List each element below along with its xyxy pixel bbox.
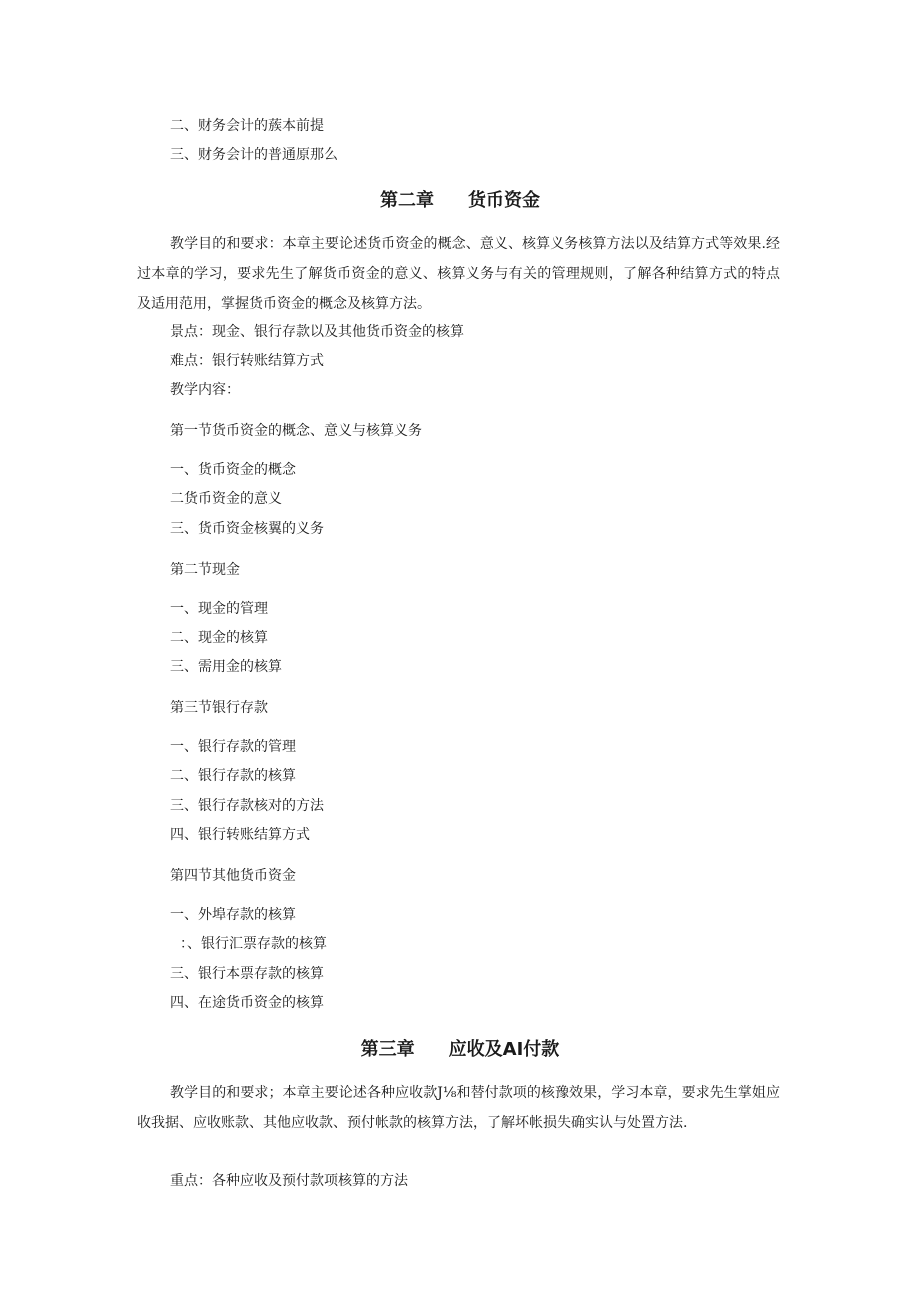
list-item: 二、现金的核算 — [170, 630, 268, 646]
list-item: 一、货币资金的概念 — [170, 462, 296, 478]
list-item: 一、现金的管理 — [170, 601, 268, 617]
objectives-paragraph: 教学目的和要求：本章主要论述货币资金的概念、意义、核算义务核算方法以及结算方式等效果.经过本章的学习，要求先生了解货币资金的意义、核算义务与有关的管理规则，了解各种结算方式的特点及适用范用，掌握货币资金的概念及核算方法。 — [137, 236, 780, 312]
list-item: 一、银行存款的管理 — [170, 739, 296, 755]
list-item: 三、银行存款核对的方法 — [170, 798, 324, 814]
content-label: 教学内容： — [170, 382, 240, 398]
chapter-number: 第三章 — [360, 1039, 415, 1060]
list-item: 三、货币资金核翼的义务 — [170, 521, 324, 537]
objectives-paragraph: 教学目的和要求；本章主要论述各种应收款J⅛和替付款项的核豫效果，学习本章，要求先生掌姐应收我据、应收账款、其他应收款、预付帐款的核算方法，了解坏帐损失确实认与处置方法. — [137, 1085, 780, 1131]
list-item: ：、银行汇票存款的核算 — [180, 936, 327, 952]
key-points: 重点：各种应收及预付款项核算的方法 — [170, 1173, 408, 1189]
list-item: 三、银行本票存款的核算 — [170, 966, 324, 982]
chapter-title: 应收及AI付款 — [448, 1039, 560, 1060]
key-points: 景点：现金、银行存款以及其他货币资金的核算 — [170, 324, 464, 340]
list-item: 二、银行存款的核算 — [170, 768, 296, 784]
list-item: 三、需用金的核算 — [170, 659, 282, 675]
difficulty: 难点：银行转账结算方式 — [170, 353, 324, 369]
chapter-title: 货币资金 — [468, 190, 540, 211]
section-title: 第三节银行存款 — [170, 700, 268, 716]
list-item: 四、银行转账结算方式 — [170, 827, 310, 843]
section-title: 第四节其他货币资金 — [170, 868, 296, 884]
section-title: 第二节现金 — [170, 562, 240, 578]
chapter-number: 第二章 — [380, 190, 434, 211]
list-item: 二货币资金的意义 — [170, 491, 282, 507]
list-item: 一、外埠存款的核算 — [170, 907, 296, 923]
chapter-heading — [0, 190, 920, 212]
list-item: 三、财务会计的普通原那么 — [170, 147, 338, 163]
section-title: 第一节货币资金的概念、意义与核算义务 — [170, 423, 422, 439]
chapter-heading — [0, 1039, 920, 1061]
list-item: 二、财务会计的蔟本前提 — [170, 118, 324, 134]
list-item: 四、在途货币资金的核算 — [170, 995, 324, 1011]
